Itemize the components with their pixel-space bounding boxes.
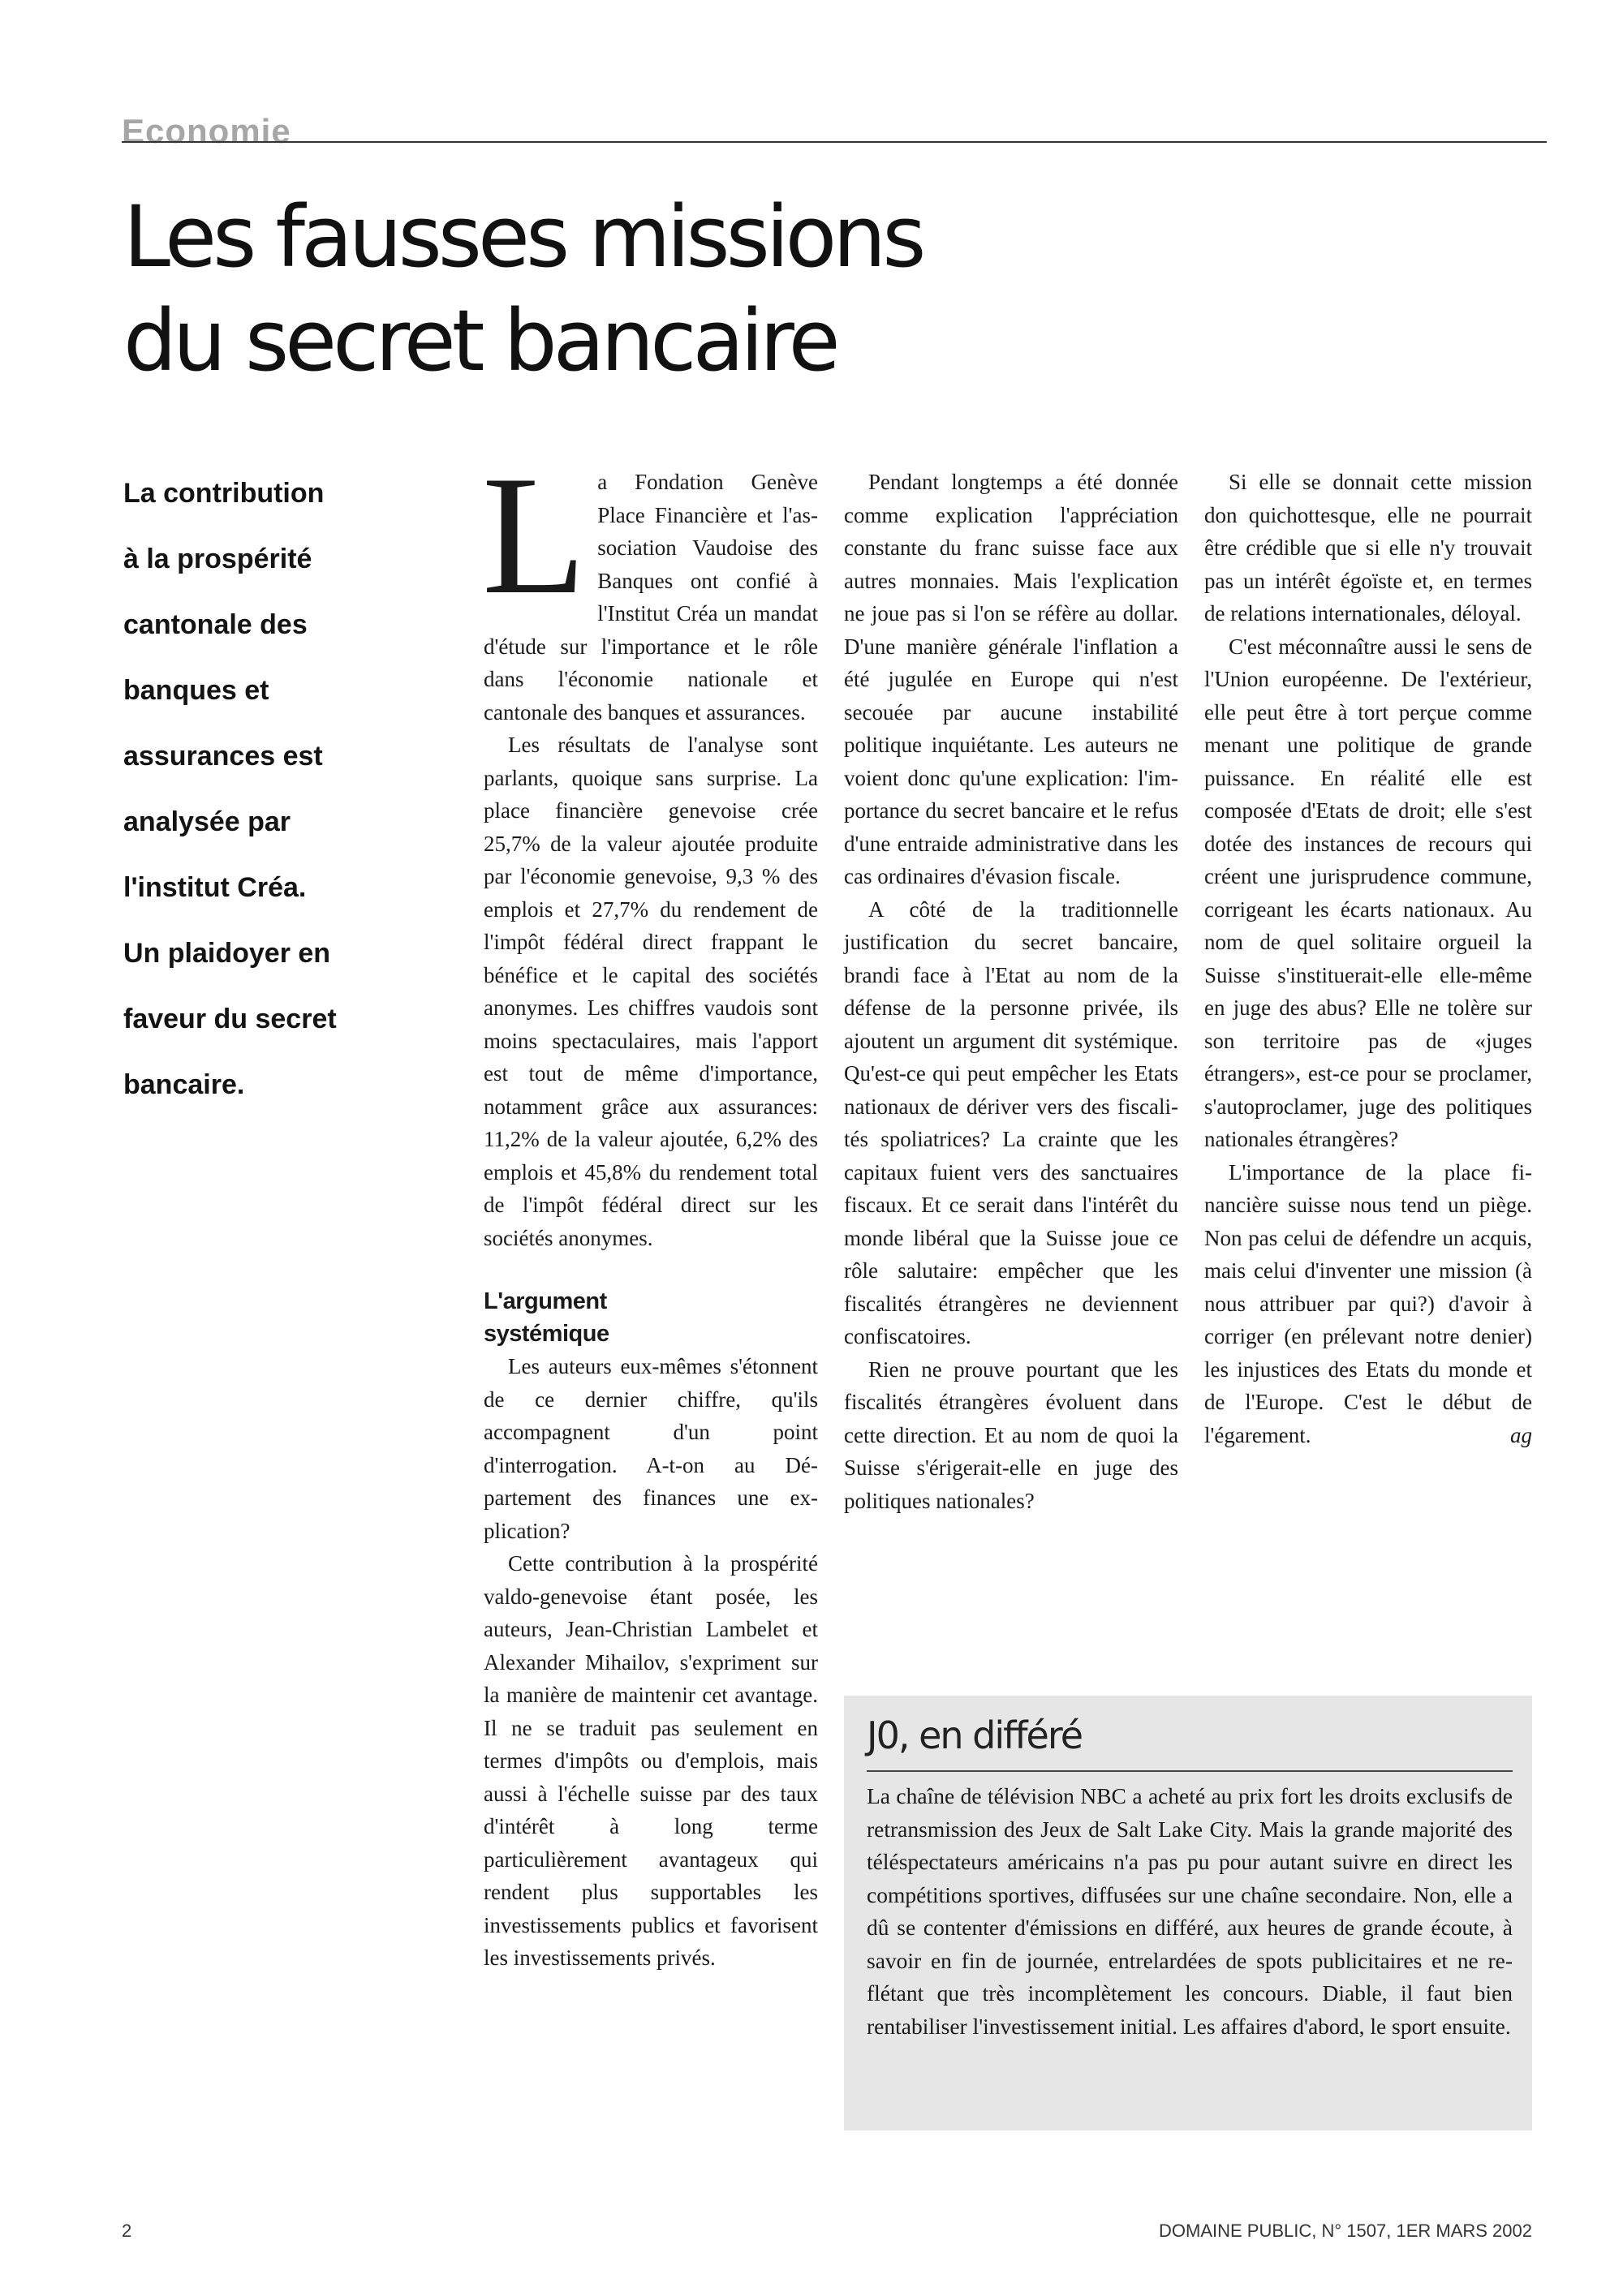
lead-line: assurances est (123, 741, 323, 772)
article-paragraph (1204, 1156, 1532, 1452)
article-headline (123, 185, 1503, 393)
article-column-3 (1204, 466, 1532, 1451)
lead-line: banques et (123, 675, 269, 706)
page-number: 2 (122, 2221, 132, 2241)
lead-line: analysée par (123, 806, 291, 837)
author-signature: ag (1510, 1422, 1532, 1447)
lead-line: l'institut Créa. (123, 872, 307, 903)
publication-info: DOMAINE PUBLIC, N° 1507, 1ER MARS 2002 (1159, 2221, 1532, 2241)
lead-line: bancaire. (123, 1069, 245, 1100)
article-paragraph: Si elle se donnait cette mission don quichottesque, elle ne pourrait être crédible que si elle n'y trouvait pas un intérêt égoïste et, en termes de relations internationales, déloyal. (1204, 470, 1532, 626)
header-rule (122, 141, 1547, 143)
headline-line-2: du secret bancaire (123, 291, 837, 390)
lead-line: à la prospérité (123, 544, 312, 574)
sidebar-rule (867, 1770, 1513, 1772)
lead-line: cantonale des (123, 609, 308, 640)
article-paragraph (482, 441, 818, 729)
article-paragraph: A côté de la traditionnelle justification du secret bancaire, brandi face à l'Etat au nom de la défense de la personne privée, ils ajoutent un argument dit systémique. Qu'est-ce qui peut empêcher les Etats nationaux de dériver vers des fiscalités spoliatrices? La crainte que les capitaux fuient vers des sanctuaires fiscaux. Et ce serait dans l'intérêt du monde libéral que la Suisse joue ce rôle salutaire: empêcher que les fiscalités étrangères ne deviennent confiscatoires. (844, 896, 1178, 1348)
article-paragraph: Les résultats de l'analyse sont parlants, quoique sans surprise. La place financière genevoise crée 25,7% de la valeur ajoutée produite par l'économie genevoise, 9,3 % des emplois et 27,7% du rendement de l'impôt fédéral direct frappant le bénéfice et le capital des sociétés anonymes. Les chiffres vaudois sont moins spectaculaires, mais l'apport est tout de même d'importance, notamment grâce aux assurances: 11,2% de la valeur ajoutée, 6,2% des emplois et 45,8% du rendement total de l'impôt fédéral direct sur les sociétés anonymes. (484, 733, 818, 1250)
article-paragraph: Cette contribution à la prospérité valdo-genevoise étant posée, les auteurs, Jean-Christian Lambelet et Alexander Mihailov, s'expriment sur la manière de maintenir cet avantage. Il ne se traduit pas seulement en termes d'impôts ou d'emplois, mais aussi à l'échelle suisse par des taux d'intérêt à long terme particulièrement avantageux qui rendent plus supportables les investissements publics et favorisent les investissements privés. (484, 1551, 818, 1970)
article-subheading: L'argument systémique (484, 1288, 609, 1347)
article-paragraph: Rien ne prouve pourtant que les fiscalités étrangères évoluent dans cette direction. Et au nom de quoi la Suisse s'érigerait-elle en juge des politiques nationales? (844, 1357, 1178, 1513)
section-label: Economie (122, 112, 291, 148)
lead-line: Un plaidoyer en (123, 938, 331, 969)
sidebar-body: La chaîne de télévision NBC a acheté au prix fort les droits exclusifs de retransmission des Jeux de Salt Lake City. Mais la grande majorité des téléspectateurs américains n'a pas pu pour autant suivre en direct les compétitions sportives, diffusées sur une chaîne secondaire. Non, elle a dû se contenter d'émissions en différé, aux heures de grande écoute, à savoir en fin de journée, entrelardées de spots publicitaires et ne reflétant que très incomplètement les concours. Diable, il faut bien rentabiliser l'investissement initial. Les affaires d'abord, le sport ensuite. (867, 1783, 1513, 2039)
paragraph-text: L'importance de la place financière suisse nous tend un piège. Non pas celui de défendre un acquis, mais celui d'inventer une mission (à nous attribuer par qui?) d'avoir à corriger (en prélevant notre denier) les injustices des Etats du monde et de l'Europe. C'est le début de l'égarement. (1204, 1159, 1532, 1447)
headline-line-1: Les fausses missions (123, 187, 923, 286)
lead-line: La contribution (123, 478, 325, 509)
sidebar-title: J0, en différé (867, 1713, 1083, 1757)
sidebar-box (844, 1696, 1532, 2130)
drop-cap: L (482, 441, 587, 630)
article-paragraph: Pendant longtemps a été donnée comme explication l'appréciation constante du franc suisse face aux autres monnaies. Mais l'explication ne joue pas si l'on se réfère au dollar. D'une manière générale l'inflation a été jugulée en Europe qui n'est secouée par aucune instabilité politique inquiétante. Les auteurs ne voient donc qu'une explication: l'importance du secret bancaire et le refus d'une entraide administrative dans les cas ordinaires d'évasion fiscale. (844, 470, 1178, 888)
article-paragraph: Les auteurs eux-mêmes s'étonnent de ce dernier chiffre, qu'ils accompagnent d'un point d'interrogation. A-t-on au Département des finances une explication? (484, 1354, 818, 1543)
paragraph-text: a Fondation Genève Place Financière et l'association Vaudoise des Banques ont confié à l'Institut Créa un mandat d'étude sur l'importance et le rôle dans l'économie nationale et cantonale des banques et assurances. (484, 470, 818, 724)
article-column-2 (844, 466, 1178, 1517)
article-paragraph: C'est méconnaître aussi le sens de l'Union européenne. De l'extérieur, elle peut être à tort perçue comme menant une politique de grande puissance. En réalité elle est composée d'Etats de droit; elle s'est dotée des instances de recours qui créent une jurisprudence commune, corrigeant les écarts nationaux. Au nom de quel solitaire orgueil la Suisse s'instituerait-elle elle-même en juge des abus? Elle ne tolère sur son territoire pas de «juges étrangers», est-ce pour se proclamer, s'autoproclamer, juge des politiques nationales étrangères? (1204, 634, 1532, 1151)
article-lead (123, 461, 415, 1118)
lead-line: faveur du secret (123, 1004, 337, 1034)
article-column-1 (482, 441, 818, 1975)
